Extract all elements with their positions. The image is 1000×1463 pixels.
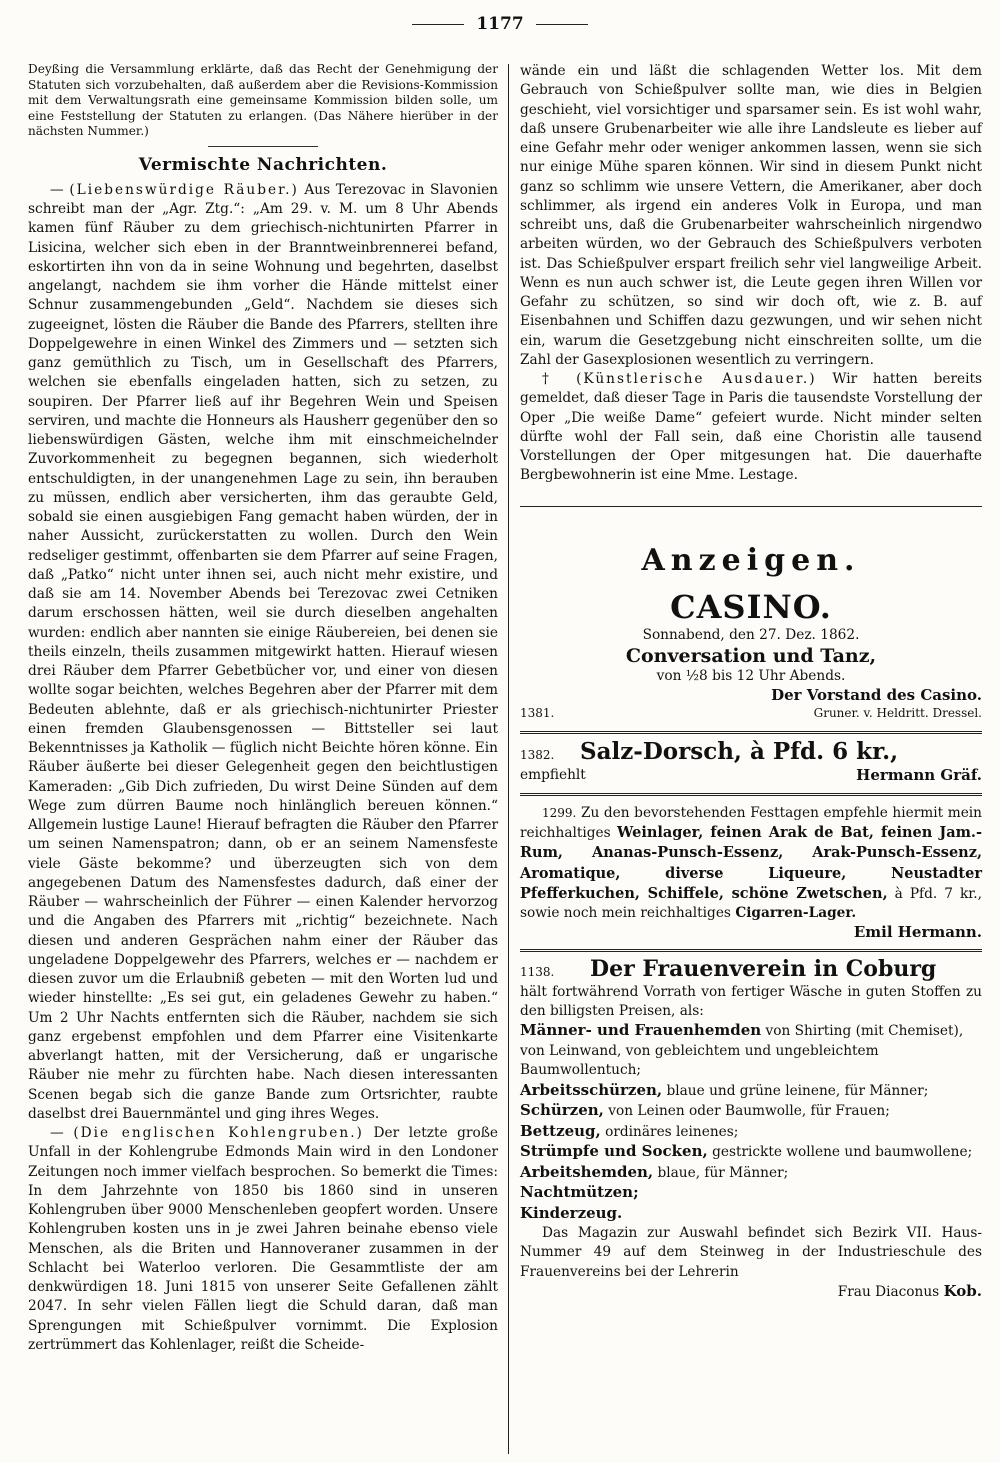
item-name: Männer- und Frauenhemden [520,1021,762,1039]
item-name: Schürzen, [520,1101,604,1119]
casino-time: von ½8 bis 12 Uhr Abends. [656,667,846,684]
ad-text: Zu den bevorstehenden Festtagen empfehle hiermit mein reichhaltiges [520,804,982,841]
casino-event: Conversation und Tanz, [625,644,877,667]
ad-1138 [520,956,982,1300]
article-kohlengruben: — (Die englischen Kohlengruben.) Der letzte große Unfall in der Kohlengrube Edmonds Main wird in den Londoner Zeitungen noch immer vielfach besprochen. So bemerkt die Times: In dem Jahrzehnte von 1850 bis 1860 sind in unseren Kohlengruben über 9000 Menschenleben geopfert worden. Unsere Kohlengruben kosten uns in je zwei Jahren beinahe ebenso viele Menschen, als die Briten und Hannoveraner zusammen in der Schlacht bei Waterloo verloren. Die Gesammtliste der am denkwürdigen 18. Juni 1815 von unserer Seite Gefallenen zählt 2047. In sehr vielen Fällen liegt die Schuld daran, daß man Sprengungen mit Schießpulver vornimmt. Die Explosion zertrümmert das Kohlenlager, reißt die Scheide- [28,1125,498,1353]
item-description: blaue, für Männer; [657,1164,789,1181]
ad-1382 [520,738,982,785]
ad-headline: Der Frauenverein in Coburg [590,956,937,983]
ad-number: 1299. [542,805,577,820]
item-name: Bettzeug, [520,1121,601,1140]
ad-divider [520,793,982,796]
item-name: Arbeitsschürzen, [520,1080,663,1099]
item-description: von Shirting (mit Chemiset), von Leinwand, von gebleichtem und ungebleichtem Baumwollentuch; [520,1023,964,1078]
casino-ad [520,588,982,724]
item-name: Kinderzeug. [520,1203,623,1222]
casino-title: CASINO. [670,587,832,626]
article-liebenswuerdige-raeuber: — (Liebenswürdige Räuber.) Aus Terezovac in Slavonien schreibt man der „Agr. Ztg.“: „Am 29. v. M. um 8 Uhr Abends kamen fünf Räuber zu dem griechisch-nichtunirten Pfarrer in Lisicina, welcher sich eben in der Branntweinbrennerei befand, eskortirten ihn von da in seine Wohnung und begehrten, daselbst angelangt, nachdem sie ihm vorher die Hände mittelst einer Schnur zusammengebunden „Geld“. Nachdem sie dieses sich zugeeignet, lösten die Räuber die Bande des Pfarrers, stellten ihre Doppelgewehre in einen Winkel des Zimmers und — setzten sich ganz gemüthlich zu Tisch, um in Gesellschaft des Pfarrers, welchen sie ebenfalls eingeladen hatten, sich zu setzen, zu soupiren. Der Pfarrer ließ auf ihr Begehren Wein und Speisen serviren, und machte die Honneurs als Hausherr gegenüber den so liebenswürdigen Gästen, welche ihm mit einschmeichelnder Zuvorkommenheit zu begegnen begannen, sich wiederholt entschuldigten, in der unangenehmen Lage zu sein, ihn berauben zu müssen, endlich aber versicherten, ihm das geraubte Geld, sobald sie einen ausgiebigen Fang gemacht haben würden, der in naher Aussicht, zurückerstatten zu wollen. Durch den Wein redseliger gestimmt, offenbarten sie dem Pfarrer auf seine Fragen, daß „Patko“ nicht unter ihnen sei, auch nicht mehr existire, und daß sie am 14. November Abends bei Terezovac zwei Cetniken darum erschossen hätten, weil sie durch dieselben angehalten wurden: endlich aber nannten sie einige Räubereien, bei denen sie theils einzeln, theils zusammen mitgewirkt hatten. Hierauf wiesen drei Räuber dem Pfarrer Gebetbücher vor, und einer von diesen wollte sogar beichten, welches Begehren aber der Pfarrer mit dem Bedeuten ablehnte, daß er als griechisch-nichtunirter Priester einen fremden Glaubensgenossen — Bittsteller sei laut Bekenntnisses ja Katholik — füglich nicht Beichte hören könne. Ein Räuber äußerte bei dieser Gelegenheit gegen den beichtlustigen Kameraden: „Gib Dich zufrieden, Du wirst Deine Sünden auf dem Wege zum dürren Baume noch hinlänglich bereuen können.“ Allgemein lustige Laune! Hierauf befragten die Räuber den Pfarrer um seinen Namenspatron; dann, ob er an seinem Namensfeste viele Gäste bekomme? und überzeugten sich von dem angegebenen Datum des Namensfestes dadurch, daß einer der Räuber — wahrscheinlich der Führer — einen Kalender hervorzog und die Angaben des Pfarrers mit „richtig“ bezeichnete. Nach diesen und anderen Gesprächen nahm einer der Räuber das ungeladene Doppelgewehr des Pfarrers, welches er — nachdem er diesen zuvor um die Erlaubniß gebeten — mit den Worten lud und wieder hinstellte: „Es sei gut, ein geladenes Gewehr zu haben.“ Um 2 Uhr Nachts entfernten sich die Räuber, nachdem sie sich ganz ergebenst empfohlen und dem Pfarrer eine Visitenkarte abverlangt hatten, mit der Versicherung, daß er ungarische Räuber nie mehr zu fürchten habe. Nach diesen interessanten Scenen begab sich die ganze Bande zum Ortsrichter, raubte daselbst drei Bauernmäntel und ging ihres Weges. [28,181,498,1122]
article-title: (Die englischen Kohlengruben.) [73,1125,364,1142]
list-item [520,1081,982,1102]
casino-board: Der Vorstand des Casino. [771,686,982,704]
ad-headline: Salz-Dorsch, à Pfd. 6 kr., [580,738,899,766]
left-column [28,62,498,1355]
casino-date: Sonnabend, den 27. Dez. 1862. [642,626,860,643]
item-name: Strümpfe und Socken, [520,1142,708,1160]
ad-divider [520,731,982,734]
article-title: (Liebenswürdige Räuber.) [69,181,299,198]
item-name: Arbeitshemden, [520,1162,654,1181]
ad-intro: hält fortwährend Vorrath von fertiger Wäsche in guten Stoffen zu den billigsten Preisen, als: [520,983,982,1019]
item-description: blaue und grüne leinene, für Männer; [666,1082,929,1099]
section-heading: Vermischte Nachrichten. [138,154,388,175]
right-column [520,62,982,1300]
article-body: Wir hatten bereits gemeldet, daß dieser Tage in Paris die tausendste Vorstellung der Oper „Die weiße Dame“ gefeiert wurde. Nicht minder selten dürfte wohl der Fall sein, daß eine Choristin alle tausend Vorstellungen der Oper mitgesungen hat. Die dauerhafte Bergbewohnerin ist eine Mme. Lestage. [520,371,983,484]
ad-number: 1382. [520,748,555,763]
item-description: ordinäres leinenes; [605,1123,739,1140]
list-item [520,1183,982,1204]
ad-signature: Kob. [943,1281,982,1300]
item-description: von Leinen oder Baumwolle, für Frauen; [608,1103,890,1119]
dagger-mark: † [542,371,561,387]
ad-number: 1381. [520,706,555,720]
intro-paragraph: Deyßing die Versammlung erklärte, daß das Recht der Genehmigung der Statuten sich vorzubehalten, daß außerdem aber die Revisions-Kommission mit dem Verwaltungsrath eine gemeinsame Kommission bilden solle, um eine Feststellung der Statuten zu erlangen. (Das Nähere hierüber in der nächsten Nummer.) [28,62,498,139]
list-item [520,1101,982,1122]
item-name: Nachtmützen; [520,1183,639,1201]
ad-text: à Pfd. 7 kr., sowie noch mein reichhaltiges [520,885,982,921]
list-item [520,1021,982,1081]
article-continuation: wände ein und läßt die schlagenden Wetter los. Mit dem Gebrauch von Schießpulver sollte man, wie dies in Belgien geschieht, viel vorsichtiger und sparsamer sein. Es ist wohl wahr, daß unsere Grubenarbeiter wie alle ihre Landsleute es lieber auf eine Gefahr mehr oder weniger ankommen lassen, wenn sie sich nur einige Mühe sparen können. Wir sind in diesem Punkt nicht ganz so schlimm wie unsere Vettern, die Amerikaner, aber doch schlimmer, als irgend ein anderes Volk in Europa, und man schreibt uns, daß die Grubenarbeiter wahrscheinlich nirgendwo arbeiten würden, wo der Gebrauch des Schießpulvers verboten ist. Das Schießpulver erspart freilich sehr viel langweilige Arbeit. Wenn es nun auch schwer ist, die Leute gegen ihren Willen vor Gefahr zu schützen, so sind wir doch oft, wie z. B. auf Eisenbahnen und Schiffen dazu gezwungen, und wir sehen nicht ein, warum die Gesetzgebung nicht einschreiten sollte, um die Zahl der Gasexplosionen wesentlich zu verringern. [520,63,982,368]
casino-board-names: Gruner. v. Heldritt. Dressel. [813,706,982,720]
article-body: Aus Terezovac in Slavonien schreibt man der „Agr. Ztg.“: „Am 29. v. M. um 8 Uhr Abends kamen fünf Räuber zu dem griechisch-nichtunirten Pfarrer in Lisicina, welcher sich eben in der Branntweinbrennerei befand, eskortirten ihn von da in seine Wohnung und begehrten, daselbst angelangt, nachdem sie ihm vorher die Hände mittelst einer Schnur zusammengebunden „Geld“. Nachdem sie dieses sich zugeeignet, lösten die Räuber die Bande des Pfarrers, stellten ihre Doppelgewehre in einen Winkel des Zimmers und — setzten sich ganz gemüthlich zu Tisch, um in Gesellschaft des Pfarrers, welchen sie ebenfalls eingeladen hatten, sich zu setzen, zu soupiren. Der Pfarrer ließ auf ihr Begehren Wein und Speisen serviren, und machte die Honneurs als Hausherr gegenüber den so liebenswürdigen Gästen, welche ihm mit einschmeichelnder Zuvorkommenheit zu begegnen begannen, sich wiederholt entschuldigten, in der unangenehmen Lage zu sein, ihn berauben zu müssen, endlich aber versicherten, ihm das geraubte Geld, sobald sie einen ausgiebigen Fang gemacht haben würden, der in naher Aussicht, zurückerstatten zu wollen. Durch den Wein redseliger gestimmt, offenbarten sie dem Pfarrer auf seine Fragen, daß „Patko“ nicht unter ihnen sei, auch nicht mehr existire, und daß sie am 14. November Abends bei Terezovac zwei Cetniken darum erschossen hätten, weil sie durch dieselben angehalten wurden: endlich aber nannten sie einige Räubereien, bei denen sie theils einzeln, theils zusammen mitgewirkt hatten. Hierauf wiesen drei Räuber dem Pfarrer Gebetbücher vor, und einer von diesen wollte sogar beichten, welches Begehren aber der Pfarrer mit dem Bedeuten ablehnte, daß er als griechisch-nichtunirter Priester einen fremden Glaubensgenossen — Bittsteller sei laut Bekenntnisses ja Katholik — füglich nicht Beichte hören könne. Ein Räuber äußerte bei dieser Gelegenheit gegen den beichtlustigen Kameraden: „Gib Dich zufrieden, Du wirst Deine Sünden auf dem Wege zum dürren Baume noch hinlänglich bereuen können.“ Allgemein lustige Laune! Hierauf befragten die Räuber den Pfarrer um seinen Namenspatron; dann, ob er an seinem Namensfeste viele Gäste bekomme? und überzeugten sich von dem angegebenen Datum des Namensfestes dadurch, daß einer der Räuber — wahrscheinlich der Führer — einen Kalender hervorzog und die Angaben des Pfarrers mit „richtig“ bezeichnete. Nach diesen und anderen Gesprächen nahm einer der Räuber das ungeladene Doppelgewehr des Pfarrers, welches er — nachdem er diesen zuvor um die Erlaubniß gebeten — mit den Worten lud und wieder hinstellte: „Es sei gut, ein geladenes Gewehr zu haben.“ Um 2 Uhr Nachts entfernten sich die Räuber, nachdem sie sich ganz ergebenst empfohlen und dem Pfarrer eine Visitenkarte abverlangt hatten, mit der Versicherung, daß er ungarische Räuber nie mehr zu fürchten habe. Nach diesen interessanten Scenen begab sich die ganze Bande zum Ortsrichter, raubte daselbst drei Bauernmäntel und ging ihres Weges. [28,181,498,1122]
ads-heading: Anzeigen. [641,542,861,578]
ad-signature-title: Frau Diaconus [837,1283,940,1300]
ad-outro: Das Magazin zur Auswahl befindet sich Bezirk VII. Haus-Nummer 49 auf dem Steinweg in der Industrieschule des Frauenvereins bei der Lehrerin [520,1225,982,1280]
ad-1299 [520,804,982,942]
ad-signature: Hermann Gräf. [856,765,982,784]
list-item [520,1122,982,1143]
list-item [520,1204,982,1225]
list-item [520,1163,982,1184]
ad-products: Cigarren-Lager. [735,905,857,921]
ad-products: Weinlager, feinen Arak de Bat, feinen Jam.-Rum, Ananas-Punsch-Essenz, Arak-Punsch-Essenz, Aromatique, diverse Liqueure, Neustadter Pfefferkuchen, Schiffele, schöne Zwetschen, [520,824,982,902]
article-kuenstlerische-ausdauer [520,370,982,486]
ad-recommends: empfiehlt [520,766,586,783]
ad-item-list [520,1021,982,1224]
article-title: (Künstlerische Ausdauer.) [576,371,817,387]
item-description: gestrickte wollene und baumwollene; [712,1144,973,1160]
ads-divider [520,506,982,507]
section-divider [208,146,318,147]
ad-number: 1138. [520,965,555,980]
ad-signature: Emil Hermann. [853,923,982,942]
page-number: 1177 [0,14,1000,34]
article-body: Der letzte große Unfall in der Kohlengrube Edmonds Main wird in den Londoner Zeitungen noch immer vielfach besprochen. So bemerkt die Times: In dem Jahrzehnte von 1850 bis 1860 sind in unseren Kohlengruben über 9000 Menschenleben geopfert worden. Unsere Kohlengruben kosten uns in je zwei Jahren beinahe ebenso viele Menschen, als die Briten und Hannoveraner zusammen in der Schlacht bei Waterloo verloren. Die Gesammtliste der am denkwürdigen 18. Juni 1815 von unserer Seite Gefallenen zählt 2047. In sehr vielen Fällen liegt die Schuld daran, daß man Sprengungen mit Schießpulver vornimmt. Die Explosion zertrümmert das Kohlenlager, reißt die Scheide- [28,1125,498,1353]
ad-divider [520,949,982,952]
list-item [520,1142,982,1163]
column-divider [508,64,509,1454]
